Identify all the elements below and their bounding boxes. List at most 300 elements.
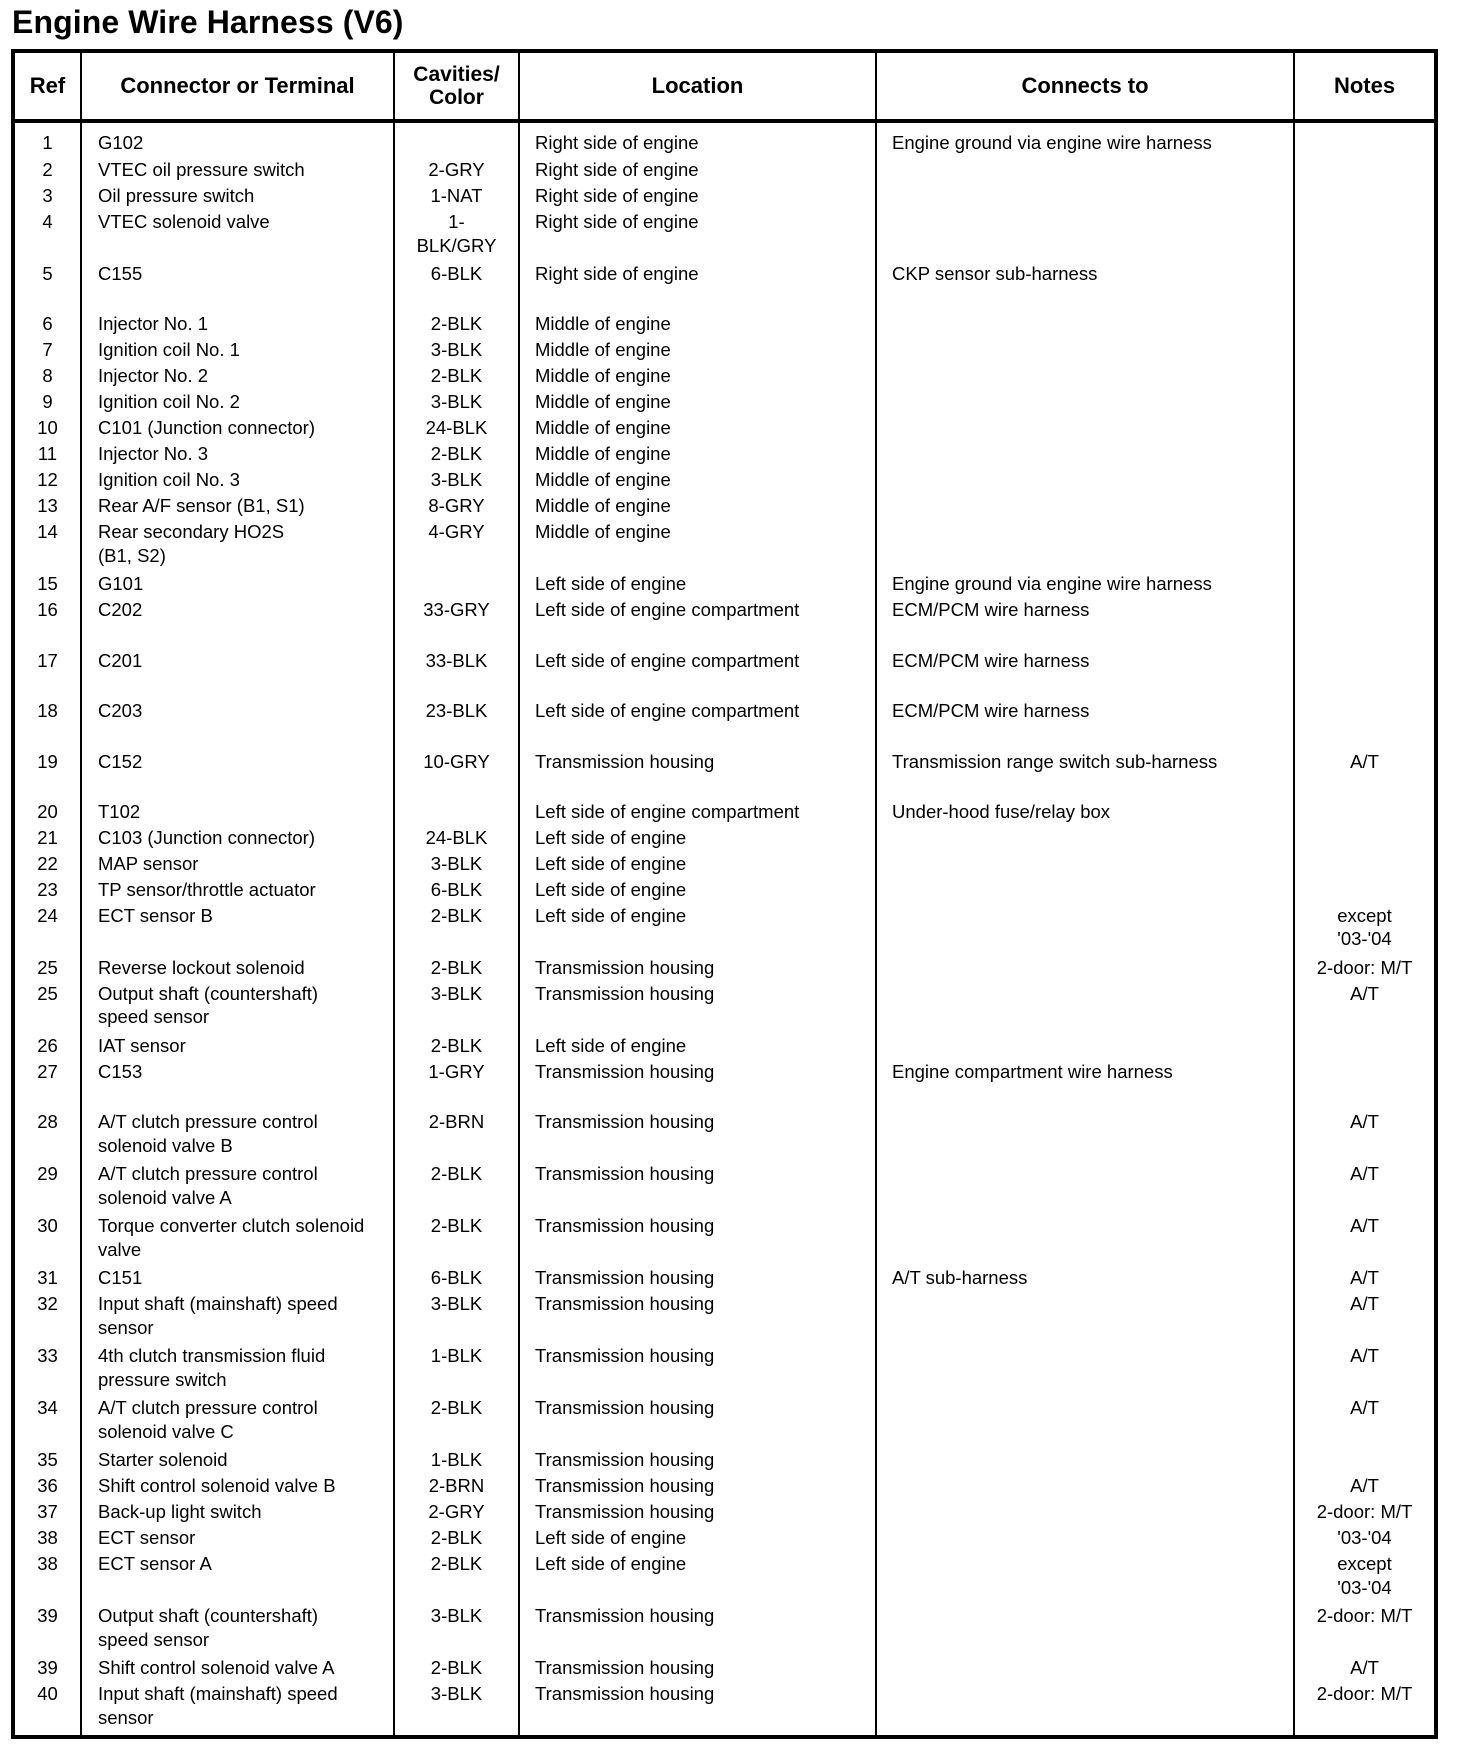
connects-to-cell xyxy=(876,210,1294,262)
location-cell: Transmission housing xyxy=(519,1214,876,1266)
cavities-color-cell: 33-BLK xyxy=(394,649,519,699)
ref-cell: 3 xyxy=(13,184,81,210)
connects-to-cell xyxy=(876,1162,1294,1214)
notes-cell: 2-door: M/T xyxy=(1294,1682,1436,1734)
connector-cell: C155 xyxy=(81,262,394,312)
cavities-color-cell: 4-GRY xyxy=(394,520,519,572)
cavities-color-cell: 3-BLK xyxy=(394,338,519,364)
ref-cell: 6 xyxy=(13,312,81,338)
location-cell: Transmission housing xyxy=(519,1266,876,1292)
header-connector: Connector or Terminal xyxy=(81,51,394,121)
cavities-color-cell: 2-BLK xyxy=(394,1214,519,1266)
table-row xyxy=(13,364,1436,390)
location-cell: Transmission housing xyxy=(519,1604,876,1656)
table-row xyxy=(13,1162,1436,1214)
table-row xyxy=(13,442,1436,468)
ref-cell: 10 xyxy=(13,416,81,442)
table-row xyxy=(13,184,1436,210)
connector-cell: C152 xyxy=(81,750,394,800)
cavities-color-cell: 1- BLK/GRY xyxy=(394,210,519,262)
connects-to-cell: Under-hood fuse/relay box xyxy=(876,800,1294,826)
ref-cell: 19 xyxy=(13,750,81,800)
notes-cell: 2-door: M/T xyxy=(1294,956,1436,982)
ref-cell: 37 xyxy=(13,1500,81,1526)
cavities-color-cell: 10-GRY xyxy=(394,750,519,800)
cavities-color-cell: 1-GRY xyxy=(394,1060,519,1110)
cavities-color-cell: 8-GRY xyxy=(394,494,519,520)
connector-cell: A/T clutch pressure control solenoid valve A xyxy=(81,1162,394,1214)
connector-cell: Injector No. 2 xyxy=(81,364,394,390)
ref-cell: 36 xyxy=(13,1474,81,1500)
location-cell: Right side of engine xyxy=(519,184,876,210)
table-row xyxy=(13,598,1436,648)
connects-to-cell xyxy=(876,1292,1294,1344)
ref-cell: 39 xyxy=(13,1604,81,1656)
ref-cell: 14 xyxy=(13,520,81,572)
connector-cell: Shift control solenoid valve B xyxy=(81,1474,394,1500)
table-row xyxy=(13,1552,1436,1604)
location-cell: Middle of engine xyxy=(519,390,876,416)
header-ref: Ref xyxy=(13,51,81,121)
cavities-color-cell: 2-BLK xyxy=(394,1552,519,1604)
header-cavities-label: Cavities/ Color xyxy=(413,63,500,109)
table-row xyxy=(13,1656,1436,1682)
header-location: Location xyxy=(519,51,876,121)
table-row xyxy=(13,1214,1436,1266)
ref-cell: 22 xyxy=(13,852,81,878)
notes-cell xyxy=(1294,338,1436,364)
connector-cell: ECT sensor B xyxy=(81,904,394,956)
notes-cell: A/T xyxy=(1294,1344,1436,1396)
ref-cell: 23 xyxy=(13,878,81,904)
table-row xyxy=(13,572,1436,598)
connects-to-cell xyxy=(876,1604,1294,1656)
cavities-color-cell: 2-BLK xyxy=(394,904,519,956)
connects-to-cell xyxy=(876,1214,1294,1266)
ref-cell: 21 xyxy=(13,826,81,852)
notes-cell xyxy=(1294,826,1436,852)
connects-to-cell xyxy=(876,904,1294,956)
table-row xyxy=(13,1448,1436,1474)
notes-cell xyxy=(1294,572,1436,598)
table-row xyxy=(13,262,1436,312)
connector-cell: G102 xyxy=(81,121,394,158)
location-cell: Middle of engine xyxy=(519,520,876,572)
location-cell: Right side of engine xyxy=(519,158,876,184)
connects-to-cell xyxy=(876,956,1294,982)
table-row xyxy=(13,468,1436,494)
table-row xyxy=(13,1604,1436,1656)
location-cell: Transmission housing xyxy=(519,1682,876,1734)
connector-cell: A/T clutch pressure control solenoid valve C xyxy=(81,1396,394,1448)
connector-cell: Injector No. 1 xyxy=(81,312,394,338)
ref-cell: 25 xyxy=(13,956,81,982)
connects-to-cell xyxy=(876,1034,1294,1060)
ref-cell: 26 xyxy=(13,1034,81,1060)
notes-cell xyxy=(1294,1060,1436,1110)
ref-cell: 2 xyxy=(13,158,81,184)
connector-cell: Torque converter clutch solenoid valve xyxy=(81,1214,394,1266)
table-row xyxy=(13,1500,1436,1526)
table-row xyxy=(13,416,1436,442)
notes-cell xyxy=(1294,520,1436,572)
connector-cell: Shift control solenoid valve A xyxy=(81,1656,394,1682)
notes-cell xyxy=(1294,416,1436,442)
notes-cell xyxy=(1294,800,1436,826)
table-row xyxy=(13,494,1436,520)
connects-to-cell xyxy=(876,1110,1294,1162)
notes-cell: A/T xyxy=(1294,1214,1436,1266)
ref-cell: 16 xyxy=(13,598,81,648)
cavities-color-cell: 6-BLK xyxy=(394,1266,519,1292)
cavities-color-cell: 2-BLK xyxy=(394,442,519,468)
notes-cell xyxy=(1294,1448,1436,1474)
table-body xyxy=(13,121,1436,1737)
filler-cell xyxy=(13,1734,81,1737)
ref-cell: 4 xyxy=(13,210,81,262)
table-row xyxy=(13,1266,1436,1292)
table-row xyxy=(13,1344,1436,1396)
cavities-color-cell: 6-BLK xyxy=(394,878,519,904)
location-cell: Left side of engine xyxy=(519,878,876,904)
cavities-color-cell: 24-BLK xyxy=(394,416,519,442)
connector-cell: T102 xyxy=(81,800,394,826)
location-cell: Right side of engine xyxy=(519,262,876,312)
filler-cell xyxy=(876,1734,1294,1737)
location-cell: Left side of engine compartment xyxy=(519,800,876,826)
table-row xyxy=(13,750,1436,800)
location-cell: Transmission housing xyxy=(519,982,876,1034)
ref-cell: 27 xyxy=(13,1060,81,1110)
connects-to-cell xyxy=(876,1396,1294,1448)
location-cell: Middle of engine xyxy=(519,338,876,364)
connector-cell: Oil pressure switch xyxy=(81,184,394,210)
ref-cell: 38 xyxy=(13,1526,81,1552)
ref-cell: 13 xyxy=(13,494,81,520)
connector-cell: Ignition coil No. 1 xyxy=(81,338,394,364)
cavities-color-cell: 1-BLK xyxy=(394,1344,519,1396)
notes-cell xyxy=(1294,390,1436,416)
connector-cell: C101 (Junction connector) xyxy=(81,416,394,442)
connects-to-cell xyxy=(876,1656,1294,1682)
table-row xyxy=(13,121,1436,158)
table-row xyxy=(13,878,1436,904)
notes-cell xyxy=(1294,158,1436,184)
header-notes: Notes xyxy=(1294,51,1436,121)
connector-cell: Starter solenoid xyxy=(81,1448,394,1474)
ref-cell: 12 xyxy=(13,468,81,494)
table-row xyxy=(13,1034,1436,1060)
connector-cell: Input shaft (mainshaft) speed sensor xyxy=(81,1292,394,1344)
ref-cell: 25 xyxy=(13,982,81,1034)
location-cell: Middle of engine xyxy=(519,494,876,520)
connects-to-cell xyxy=(876,494,1294,520)
cavities-color-cell: 3-BLK xyxy=(394,390,519,416)
notes-cell xyxy=(1294,494,1436,520)
cavities-color-cell: 2-BLK xyxy=(394,1034,519,1060)
location-cell: Left side of engine xyxy=(519,1552,876,1604)
cavities-color-cell: 33-GRY xyxy=(394,598,519,648)
location-cell: Transmission housing xyxy=(519,1292,876,1344)
notes-cell xyxy=(1294,598,1436,648)
table-row xyxy=(13,312,1436,338)
cavities-color-cell: 2-BLK xyxy=(394,956,519,982)
cavities-color-cell: 2-GRY xyxy=(394,1500,519,1526)
notes-cell xyxy=(1294,364,1436,390)
connector-cell: C203 xyxy=(81,699,394,749)
notes-cell: except '03-'04 xyxy=(1294,1552,1436,1604)
header-cavities-color xyxy=(394,51,519,121)
ref-cell: 34 xyxy=(13,1396,81,1448)
connector-cell: G101 xyxy=(81,572,394,598)
cavities-color-cell: 3-BLK xyxy=(394,468,519,494)
ref-cell: 35 xyxy=(13,1448,81,1474)
cavities-color-cell: 2-BLK xyxy=(394,1396,519,1448)
connects-to-cell: Engine ground via engine wire harness xyxy=(876,572,1294,598)
table-row xyxy=(13,1292,1436,1344)
cavities-color-cell: 2-GRY xyxy=(394,158,519,184)
location-cell: Middle of engine xyxy=(519,416,876,442)
location-cell: Transmission housing xyxy=(519,1110,876,1162)
location-cell: Transmission housing xyxy=(519,1060,876,1110)
table-row xyxy=(13,699,1436,749)
notes-cell xyxy=(1294,1034,1436,1060)
connects-to-cell xyxy=(876,1344,1294,1396)
connects-to-cell xyxy=(876,390,1294,416)
location-cell: Left side of engine compartment xyxy=(519,598,876,648)
ref-cell: 24 xyxy=(13,904,81,956)
location-cell: Left side of engine compartment xyxy=(519,699,876,749)
ref-cell: 11 xyxy=(13,442,81,468)
cavities-color-cell xyxy=(394,800,519,826)
connector-cell: Rear A/F sensor (B1, S1) xyxy=(81,494,394,520)
notes-cell xyxy=(1294,442,1436,468)
connects-to-cell: ECM/PCM wire harness xyxy=(876,598,1294,648)
location-cell: Middle of engine xyxy=(519,468,876,494)
connects-to-cell: ECM/PCM wire harness xyxy=(876,699,1294,749)
ref-cell: 38 xyxy=(13,1552,81,1604)
connects-to-cell xyxy=(876,982,1294,1034)
page-title: Engine Wire Harness (V6) xyxy=(12,4,404,40)
ref-cell: 9 xyxy=(13,390,81,416)
location-cell: Transmission housing xyxy=(519,1474,876,1500)
connects-to-cell xyxy=(876,1448,1294,1474)
connector-cell: ECT sensor A xyxy=(81,1552,394,1604)
connects-to-cell xyxy=(876,184,1294,210)
connects-to-cell xyxy=(876,878,1294,904)
table-row xyxy=(13,800,1436,826)
filler-cell xyxy=(519,1734,876,1737)
notes-cell: except '03-'04 xyxy=(1294,904,1436,956)
ref-cell: 29 xyxy=(13,1162,81,1214)
connects-to-cell xyxy=(876,364,1294,390)
cavities-color-cell: 2-BLK xyxy=(394,312,519,338)
notes-cell xyxy=(1294,468,1436,494)
filler-row xyxy=(13,1734,1436,1737)
notes-cell: 2-door: M/T xyxy=(1294,1500,1436,1526)
location-cell: Right side of engine xyxy=(519,210,876,262)
connects-to-cell xyxy=(876,1474,1294,1500)
cavities-color-cell: 3-BLK xyxy=(394,1292,519,1344)
notes-cell: A/T xyxy=(1294,1656,1436,1682)
location-cell: Transmission housing xyxy=(519,1448,876,1474)
ref-cell: 7 xyxy=(13,338,81,364)
ref-cell: 8 xyxy=(13,364,81,390)
ref-cell: 31 xyxy=(13,1266,81,1292)
location-cell: Transmission housing xyxy=(519,1656,876,1682)
cavities-color-cell: 3-BLK xyxy=(394,852,519,878)
location-cell: Left side of engine xyxy=(519,1034,876,1060)
notes-cell: A/T xyxy=(1294,1292,1436,1344)
header-row xyxy=(13,51,1436,121)
notes-cell xyxy=(1294,184,1436,210)
location-cell: Transmission housing xyxy=(519,1500,876,1526)
cavities-color-cell xyxy=(394,121,519,158)
table-row xyxy=(13,390,1436,416)
notes-cell xyxy=(1294,210,1436,262)
ref-cell: 40 xyxy=(13,1682,81,1734)
notes-cell xyxy=(1294,649,1436,699)
ref-cell: 18 xyxy=(13,699,81,749)
connects-to-cell: ECM/PCM wire harness xyxy=(876,649,1294,699)
connector-cell: C153 xyxy=(81,1060,394,1110)
connector-cell: IAT sensor xyxy=(81,1034,394,1060)
cavities-color-cell: 6-BLK xyxy=(394,262,519,312)
table-row xyxy=(13,649,1436,699)
ref-cell: 1 xyxy=(13,121,81,158)
location-cell: Transmission housing xyxy=(519,956,876,982)
connects-to-cell: Engine ground via engine wire harness xyxy=(876,121,1294,158)
table-row xyxy=(13,210,1436,262)
connects-to-cell xyxy=(876,416,1294,442)
connector-cell: Ignition coil No. 2 xyxy=(81,390,394,416)
cavities-color-cell: 2-BRN xyxy=(394,1474,519,1500)
table-row xyxy=(13,158,1436,184)
connects-to-cell xyxy=(876,312,1294,338)
notes-cell: A/T xyxy=(1294,1396,1436,1448)
connects-to-cell xyxy=(876,826,1294,852)
table-row xyxy=(13,826,1436,852)
notes-cell: 2-door: M/T xyxy=(1294,1604,1436,1656)
notes-cell xyxy=(1294,262,1436,312)
ref-cell: 33 xyxy=(13,1344,81,1396)
ref-cell: 15 xyxy=(13,572,81,598)
filler-cell xyxy=(394,1734,519,1737)
connects-to-cell: Engine compartment wire harness xyxy=(876,1060,1294,1110)
table-row xyxy=(13,1396,1436,1448)
connects-to-cell xyxy=(876,852,1294,878)
location-cell: Middle of engine xyxy=(519,312,876,338)
ref-cell: 5 xyxy=(13,262,81,312)
notes-cell xyxy=(1294,312,1436,338)
cavities-color-cell: 23-BLK xyxy=(394,699,519,749)
notes-cell: A/T xyxy=(1294,1474,1436,1500)
location-cell: Left side of engine xyxy=(519,904,876,956)
location-cell: Left side of engine xyxy=(519,826,876,852)
header-connects-to: Connects to xyxy=(876,51,1294,121)
table-row xyxy=(13,1110,1436,1162)
cavities-color-cell: 2-BLK xyxy=(394,364,519,390)
connector-cell: C201 xyxy=(81,649,394,699)
connects-to-cell xyxy=(876,520,1294,572)
table-row xyxy=(13,982,1436,1034)
table-row xyxy=(13,956,1436,982)
location-cell: Transmission housing xyxy=(519,750,876,800)
connects-to-cell xyxy=(876,1552,1294,1604)
connector-cell: Rear secondary HO2S (B1, S2) xyxy=(81,520,394,572)
connector-cell: Ignition coil No. 3 xyxy=(81,468,394,494)
ref-cell: 39 xyxy=(13,1656,81,1682)
table-row xyxy=(13,904,1436,956)
location-cell: Middle of engine xyxy=(519,364,876,390)
connects-to-cell: Transmission range switch sub-harness xyxy=(876,750,1294,800)
location-cell: Transmission housing xyxy=(519,1162,876,1214)
filler-cell xyxy=(1294,1734,1436,1737)
connector-cell: Output shaft (countershaft) speed sensor xyxy=(81,1604,394,1656)
connector-cell: VTEC oil pressure switch xyxy=(81,158,394,184)
notes-cell: A/T xyxy=(1294,1266,1436,1292)
location-cell: Transmission housing xyxy=(519,1344,876,1396)
connector-cell: TP sensor/throttle actuator xyxy=(81,878,394,904)
location-cell: Left side of engine xyxy=(519,1526,876,1552)
connects-to-cell xyxy=(876,468,1294,494)
cavities-color-cell: 2-BLK xyxy=(394,1162,519,1214)
cavities-color-cell: 1-BLK xyxy=(394,1448,519,1474)
notes-cell xyxy=(1294,878,1436,904)
connector-cell: A/T clutch pressure control solenoid valve B xyxy=(81,1110,394,1162)
table-row xyxy=(13,1060,1436,1110)
connector-cell: Output shaft (countershaft) speed sensor xyxy=(81,982,394,1034)
connector-cell: ECT sensor xyxy=(81,1526,394,1552)
table-row xyxy=(13,852,1436,878)
connects-to-cell xyxy=(876,442,1294,468)
connects-to-cell xyxy=(876,1682,1294,1734)
connects-to-cell xyxy=(876,338,1294,364)
table-row xyxy=(13,1682,1436,1734)
connector-cell: MAP sensor xyxy=(81,852,394,878)
connector-cell: Injector No. 3 xyxy=(81,442,394,468)
connector-cell: C103 (Junction connector) xyxy=(81,826,394,852)
connects-to-cell xyxy=(876,1526,1294,1552)
location-cell: Left side of engine xyxy=(519,852,876,878)
cavities-color-cell: 2-BLK xyxy=(394,1656,519,1682)
table-row xyxy=(13,1526,1436,1552)
notes-cell xyxy=(1294,852,1436,878)
connector-cell: Reverse lockout solenoid xyxy=(81,956,394,982)
cavities-color-cell: 3-BLK xyxy=(394,1604,519,1656)
table-row xyxy=(13,1474,1436,1500)
notes-cell xyxy=(1294,121,1436,158)
table-row xyxy=(13,338,1436,364)
notes-cell xyxy=(1294,699,1436,749)
notes-cell: A/T xyxy=(1294,750,1436,800)
connector-cell: 4th clutch transmission fluid pressure switch xyxy=(81,1344,394,1396)
notes-cell: A/T xyxy=(1294,1162,1436,1214)
connects-to-cell: A/T sub-harness xyxy=(876,1266,1294,1292)
ref-cell: 28 xyxy=(13,1110,81,1162)
location-cell: Right side of engine xyxy=(519,121,876,158)
ref-cell: 20 xyxy=(13,800,81,826)
connects-to-cell: CKP sensor sub-harness xyxy=(876,262,1294,312)
connector-cell: Back-up light switch xyxy=(81,1500,394,1526)
ref-cell: 17 xyxy=(13,649,81,699)
location-cell: Left side of engine xyxy=(519,572,876,598)
table-row xyxy=(13,520,1436,572)
connects-to-cell xyxy=(876,158,1294,184)
connector-cell: C151 xyxy=(81,1266,394,1292)
cavities-color-cell: 2-BLK xyxy=(394,1526,519,1552)
location-cell: Transmission housing xyxy=(519,1396,876,1448)
